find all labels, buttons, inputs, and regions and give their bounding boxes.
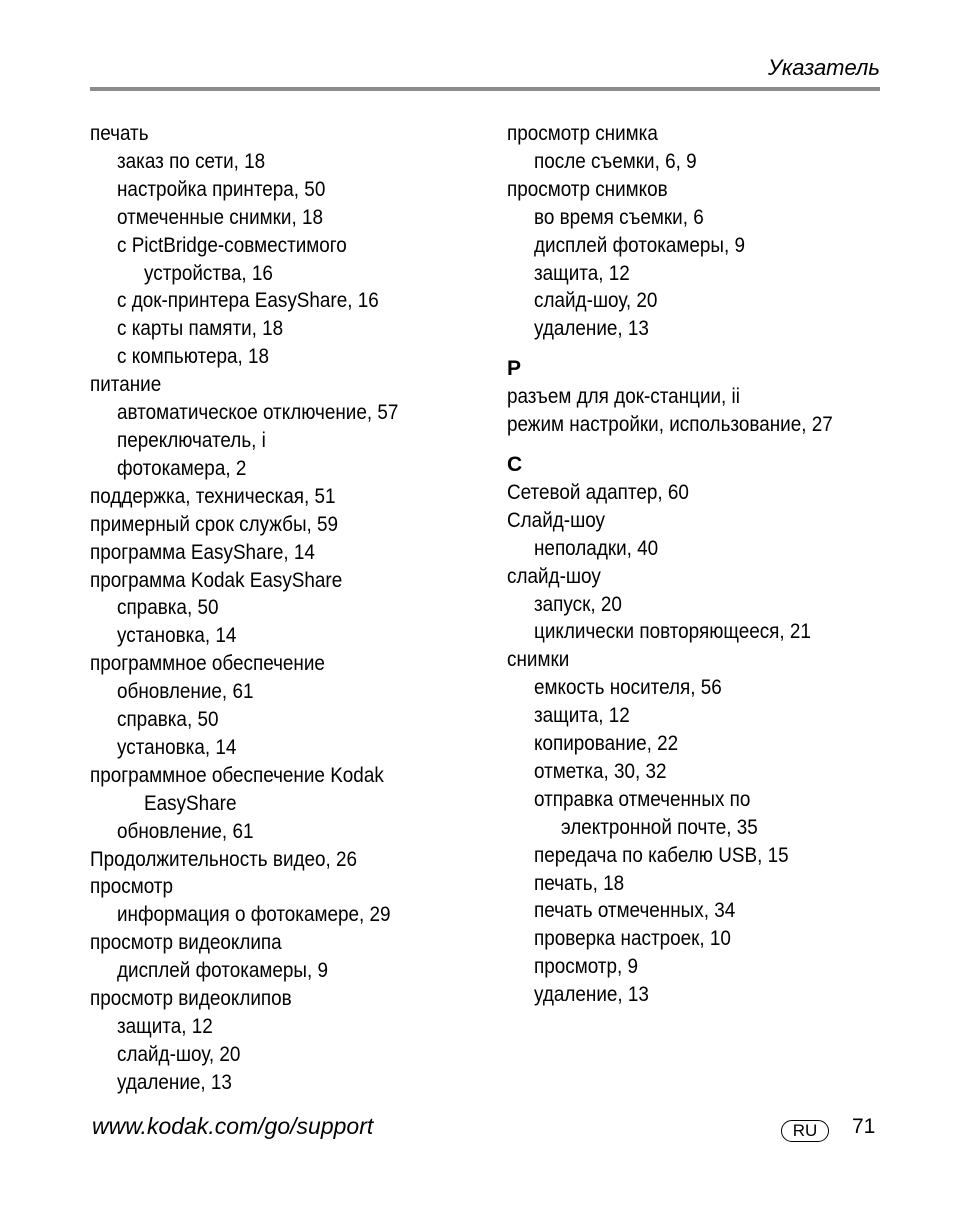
index-section-letter: Р (507, 357, 522, 381)
footer-support-url[interactable]: www.kodak.com/go/support (92, 1113, 374, 1139)
index-subentry: печать отмеченных, 34 (534, 899, 736, 923)
index-subentry: дисплей фотокамеры, 9 (534, 233, 746, 257)
index-subentry: справка, 50 (117, 708, 219, 732)
page-header-title: Указатель (768, 55, 880, 80)
index-subentry: отметка, 30, 32 (534, 759, 667, 783)
index-subentry: слайд-шоу, 20 (534, 289, 658, 313)
index-entry: слайд-шоу (507, 564, 601, 588)
index-entry: просмотр видеоклипа (90, 931, 282, 955)
index-subentry: с док-принтера EasyShare, 16 (117, 289, 379, 313)
index-entry: поддержка, техническая, 51 (90, 484, 336, 508)
index-subentry: емкость носителя, 56 (534, 676, 722, 700)
index-entry: просмотр видеоклипов (90, 987, 292, 1011)
index-subentry: неполадки, 40 (534, 536, 659, 560)
index-subentry: удаление, 13 (117, 1070, 232, 1094)
index-subentry: копирование, 22 (534, 732, 679, 756)
index-entry: печать (90, 122, 149, 145)
index-subentry: информация о фотокамере, 29 (117, 903, 391, 927)
index-subentry: просмотр, 9 (534, 955, 638, 979)
index-entry: снимки (507, 648, 570, 672)
index-subentry: защита, 12 (534, 704, 630, 728)
index-subentry: после съемки, 6, 9 (534, 149, 697, 173)
index-subentry: переключатель, i (117, 428, 266, 452)
index-entry: Продолжительность видео, 26 (90, 847, 358, 871)
index-subentry: автоматическое отключение, 57 (117, 401, 399, 425)
index-subentry: с компьютера, 18 (117, 345, 270, 369)
index-entry: питание (90, 373, 162, 397)
index-entry: программа EasyShare, 14 (90, 540, 315, 564)
index-entry: Слайд-шоу (507, 508, 605, 532)
language-badge: RU (781, 1120, 829, 1142)
index-entry: просмотр снимков (507, 177, 668, 201)
index-entry: просмотр снимка (507, 122, 658, 145)
index-subentry: обновление, 61 (117, 680, 254, 704)
index-subentry: справка, 50 (117, 596, 219, 620)
index-subentry: заказ по сети, 18 (117, 149, 266, 173)
index-subentry: фотокамера, 2 (117, 456, 247, 480)
index-subentry: EasyShare (144, 791, 237, 815)
index-subentry: во время съемки, 6 (534, 205, 704, 229)
index-entry: просмотр (90, 875, 173, 899)
index-subentry: проверка настроек, 10 (534, 927, 731, 951)
index-entry: режим настройки, использование, 27 (507, 413, 833, 437)
index-subentry: настройка принтера, 50 (117, 177, 326, 201)
index-subentry: установка, 14 (117, 624, 237, 648)
index-entry: программа Kodak EasyShare (90, 568, 343, 592)
index-subentry: защита, 12 (117, 1015, 213, 1038)
index-subentry: с карты памяти, 18 (117, 317, 284, 341)
index-column-right (507, 120, 887, 1009)
index-subentry: удаление, 13 (534, 983, 649, 1007)
index-subentry: циклически повторяющееся, 21 (534, 620, 811, 644)
index-entry: разъем для док-станции, ii (507, 385, 740, 409)
index-subentry: обновление, 61 (117, 819, 254, 843)
index-section-letter: С (507, 452, 523, 476)
index-subentry: установка, 14 (117, 735, 237, 759)
index-subentry: электронной почте, 35 (561, 815, 758, 839)
index-subentry: устройства, 16 (144, 261, 273, 285)
index-subentry: передача по кабелю USB, 15 (534, 843, 789, 867)
index-column-left (90, 120, 490, 1097)
header-divider (90, 87, 880, 91)
index-subentry: запуск, 20 (534, 592, 622, 616)
index-subentry: печать, 18 (534, 871, 625, 895)
index-subentry: защита, 12 (534, 261, 630, 285)
index-entry: программное обеспечение (90, 652, 325, 676)
index-subentry: с PictBridge-совместимого (117, 233, 347, 257)
index-subentry: дисплей фотокамеры, 9 (117, 959, 329, 983)
index-subentry: слайд-шоу, 20 (117, 1042, 241, 1066)
page-number: 71 (852, 1115, 876, 1138)
index-entry: примерный срок службы, 59 (90, 512, 339, 536)
index-subentry: отмеченные снимки, 18 (117, 205, 324, 229)
index-subentry: удаление, 13 (534, 317, 649, 341)
index-subentry: отправка отмеченных по (534, 787, 751, 811)
index-entry: Сетевой адаптер, 60 (507, 480, 689, 504)
index-entry: программное обеспечение Kodak (90, 763, 384, 787)
